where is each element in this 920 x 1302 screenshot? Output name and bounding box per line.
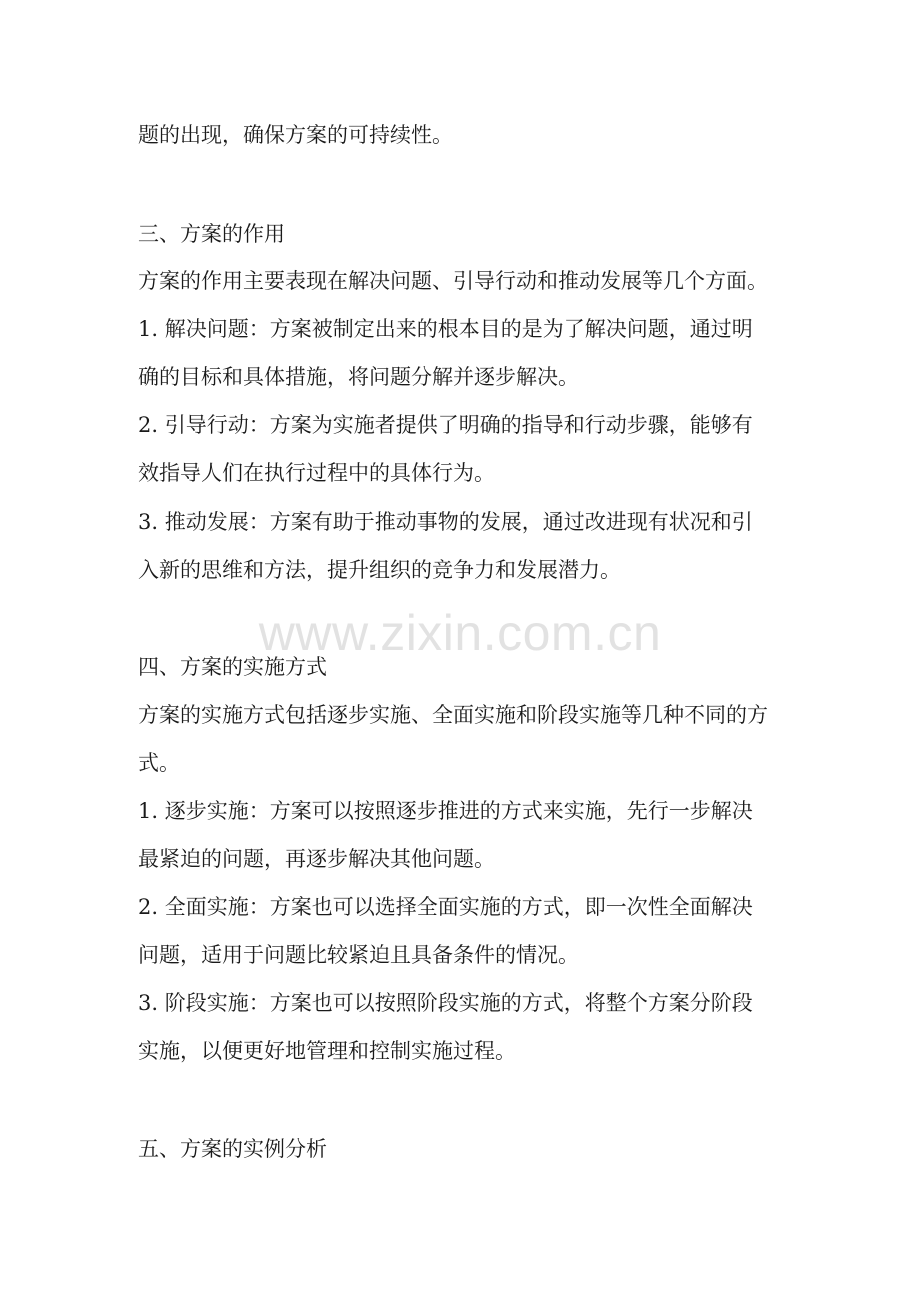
list-item-line: 问题，适用于问题比较紧迫且具备条件的情况。 xyxy=(138,943,579,967)
paragraph-line: 方案的作用主要表现在解决问题、引导行动和推动发展等几个方面。 xyxy=(138,269,768,293)
section-heading: 三、方案的作用 xyxy=(138,222,285,246)
paragraph-line: 题的出现，确保方案的可持续性。 xyxy=(138,123,453,147)
watermark-text: www.zixin.com.cn xyxy=(258,605,662,661)
paragraph-line: 式。 xyxy=(138,751,180,775)
section-heading: 四、方案的实施方式 xyxy=(138,655,327,679)
list-item-line: 确的目标和具体措施，将问题分解并逐步解决。 xyxy=(138,365,579,389)
list-item-line: 最紧迫的问题，再逐步解决其他问题。 xyxy=(138,847,495,871)
list-item-line: 实施，以便更好地管理和控制实施过程。 xyxy=(138,1039,516,1063)
list-item-line: 入新的思维和方法，提升组织的竞争力和发展潜力。 xyxy=(138,558,621,582)
list-item-line: 1. 逐步实施：方案可以按照逐步推进的方式来实施，先行一步解决 xyxy=(138,799,753,823)
list-item-line: 2. 引导行动：方案为实施者提供了明确的指导和行动步骤，能够有 xyxy=(138,413,753,437)
section-heading: 五、方案的实例分析 xyxy=(138,1137,327,1161)
list-item-line: 1. 解决问题：方案被制定出来的根本目的是为了解决问题，通过明 xyxy=(138,317,753,341)
paragraph-line: 方案的实施方式包括逐步实施、全面实施和阶段实施等几种不同的方 xyxy=(138,703,768,727)
list-item-line: 3. 推动发展：方案有助于推动事物的发展，通过改进现有状况和引 xyxy=(138,510,753,534)
list-item-line: 2. 全面实施：方案也可以选择全面实施的方式，即一次性全面解决 xyxy=(138,895,753,919)
list-item-line: 效指导人们在执行过程中的具体行为。 xyxy=(138,461,495,485)
list-item-line: 3. 阶段实施：方案也可以按照阶段实施的方式，将整个方案分阶段 xyxy=(138,991,753,1015)
